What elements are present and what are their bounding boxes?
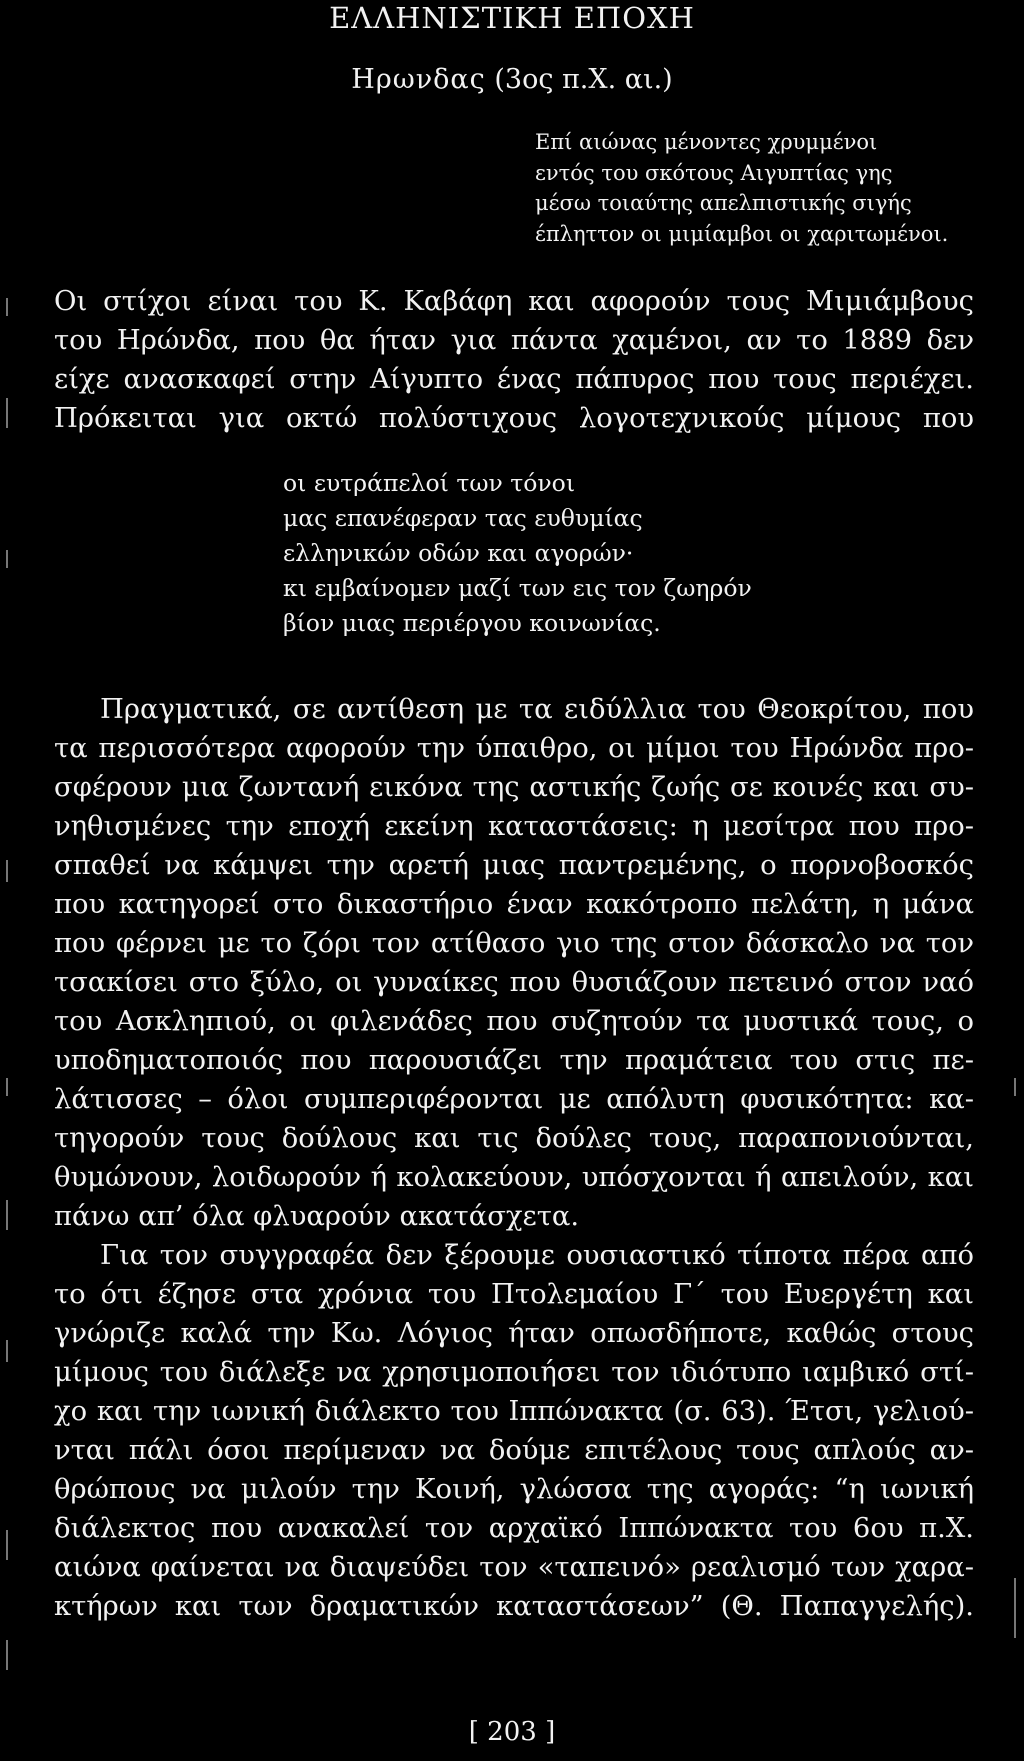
verse-line: κι εμβαίνομεν μαζί των εις τον ζωηρόν <box>283 574 752 602</box>
text-line: Για τον συγγραφέα δεν ξέρουμε ουσιαστικό τίποτα πέρα από <box>100 1240 974 1271</box>
text-line: θρώπους να μιλούν την Κοινή, γλώσσα της αγοράς: “η ιωνική <box>54 1474 974 1505</box>
text-line: το ότι έζησε στα χρόνια του Πτολεμαίου Γ΄ του Ευεργέτη και <box>54 1279 974 1310</box>
text-line: υποδηματοποιός που παρουσιάζει την πραμάτεια του στις πε- <box>54 1045 974 1076</box>
page-number: [ 203 ] <box>468 1717 556 1747</box>
text-line: τα περισσότερα αφορούν την ύπαιθρο, οι μίμοι του Ηρώνδα προ- <box>54 733 974 764</box>
text-line: νηθισμένες την εποχή εκείνη καταστάσεις: η μεσίτρα που προ- <box>54 811 974 842</box>
scan-mark <box>6 1340 8 1362</box>
verse-line: ελληνικών οδών και αγορών· <box>283 539 634 567</box>
text-line: σπαθεί να κάμψει την αρετή μιας παντρεμένης, ο πορνοβοσκός <box>54 850 974 881</box>
scan-mark <box>1014 1578 1016 1638</box>
text-line: μίμους του διάλεξε να χρησιμοποιήσει τον ιδιότυπο ιαμβικό στί- <box>54 1357 974 1388</box>
verse-line: μας επανέφεραν τας ευθυμίας <box>283 504 643 532</box>
text-line: σφέρουν μια ζωντανή εικόνα της αστικής ζωής σε κοινές και συ- <box>54 772 974 803</box>
paragraph-2 <box>54 690 974 1236</box>
epigraph-line: μέσω τοιαύτης απελπιστικής σιγής <box>535 191 912 215</box>
text-line: που κατηγορεί στο δικαστήριο έναν κακότροπο πελάτη, η μάνα <box>54 889 974 920</box>
scan-mark <box>6 550 8 568</box>
verse-line: οι ευτράπελοί των τόνοι <box>283 469 576 497</box>
paragraph-3 <box>54 1236 974 1626</box>
text-line: τσακίσει στο ξύλο, οι γυναίκες που θυσιάζουν πετεινό στον ναό <box>54 967 974 998</box>
text-line: Πρόκειται για οκτώ πολύστιχους λογοτεχνικούς μίμους που <box>54 403 974 434</box>
author-name: Ηρωνδας <box>351 64 486 95</box>
author-date: (3ος π.Χ. αι.) <box>494 64 673 95</box>
verse-quotation <box>283 466 843 641</box>
epigraph-line: εντός του σκότους Αιγυπτίας γης <box>535 160 893 185</box>
epigraph <box>535 127 995 249</box>
text-line: Οι στίχοι είναι του Κ. Καβάφη και αφορούν τους Μιμιάμβους <box>54 286 974 317</box>
text-line: τηγορούν τους δούλους και τις δούλες τους, παραπονιούνται, <box>54 1123 974 1154</box>
scan-mark <box>6 1078 8 1096</box>
scan-mark <box>6 1200 8 1230</box>
paragraph-1 <box>54 282 974 438</box>
text-line: θυμώνουν, λοιδωρούν ή κολακεύουν, υπόσχονται ή απειλούν, και <box>54 1162 974 1193</box>
text-line: κτήρων και των δραματικών καταστάσεων” (Θ. Παπαγγελής). <box>54 1591 974 1622</box>
running-head: ΕΛΛΗΝΙΣΤΙΚΗ ΕΠΟΧΗ <box>329 1 695 35</box>
text-line: λάτισσες – όλοι συμπεριφέρονται με απόλυτη φυσικότητα: κα- <box>54 1084 974 1115</box>
text-line: Πραγματικά, σε αντίθεση με τα ειδύλλια του Θεοκρίτου, που <box>100 694 974 725</box>
epigraph-line: έπληττον οι μιμίαμβοι οι χαριτωμένοι. <box>535 221 949 246</box>
scan-mark <box>6 860 8 882</box>
scan-mark <box>6 1640 8 1670</box>
scan-mark <box>6 1530 8 1560</box>
text-line: του Ηρώνδα, που θα ήταν για πάντα χαμένοι, αν το 1889 δεν <box>54 325 974 356</box>
text-line: γνώριζε καλά την Κω. Λόγιος ήταν οπωσδήποτε, καθώς στους <box>54 1318 974 1349</box>
text-line: είχε ανασκαφεί στην Αίγυπτο ένας πάπυρος που τους περιέχει. <box>54 364 974 395</box>
text-line: χο και την ιωνική διάλεκτο του Ιππώνακτα (σ. 63). Έτσι, γελιού- <box>54 1396 974 1427</box>
scan-mark <box>1014 1078 1016 1096</box>
epigraph-line: Επί αιώνας μένοντες χρυμμένοι <box>535 130 878 154</box>
text-line: διάλεκτος που ανακαλεί τον αρχαϊκό Ιππώνακτα του 6ου π.Χ. <box>54 1513 974 1544</box>
author-heading <box>0 62 1024 98</box>
text-line: πάνω απ’ όλα φλυαρούν ακατάσχετα. <box>54 1201 580 1232</box>
text-line: αιώνα φαίνεται να διαψεύδει τον «ταπεινό» ρεαλισμό των χαρα- <box>54 1552 974 1583</box>
verse-line: βίον μιας περιέργου κοινωνίας. <box>283 609 661 637</box>
scan-mark <box>6 398 8 428</box>
text-line: που φέρνει με το ζόρι τον ατίθασο γιο της στον δάσκαλο να τον <box>54 928 974 959</box>
text-line: του Ασκληπιού, οι φιλενάδες που συζητούν τα μυστικά τους, ο <box>54 1006 974 1037</box>
scan-mark <box>6 298 8 316</box>
text-line: νται πάλι όσοι περίμεναν να δούμε επιτέλους τους απλούς αν- <box>54 1435 974 1466</box>
